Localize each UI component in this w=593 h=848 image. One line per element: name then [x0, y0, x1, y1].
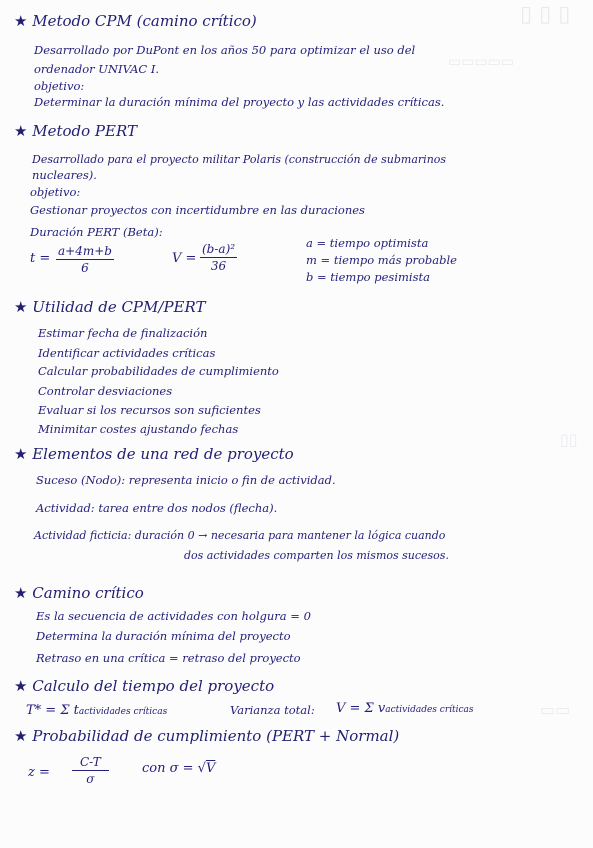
probabilidad-sigma-definition: [142, 762, 215, 775]
section-title: Probabilidad de cumplimiento (PERT + Normal): [32, 727, 400, 745]
star-bullet-icon: ★: [14, 12, 28, 30]
elementos-ficticia: Actividad ficticia: duración 0 → necesaria para mantener la lógica cuando: [34, 529, 446, 542]
utilidad-list-item: Estimar fecha de finalización: [38, 326, 208, 340]
utilidad-list-item: Controlar desviaciones: [38, 384, 173, 398]
section-elementos-heading: [14, 447, 294, 462]
bleed-through-mark: ▭▭▭▭▭: [448, 54, 515, 70]
elementos-ficticia-continuation: dos actividades comparten los mismos sucesos.: [184, 549, 449, 562]
pert-t-fraction: [56, 245, 114, 274]
section-title: Elementos de una red de proyecto: [32, 445, 294, 463]
pert-legend-a: a = tiempo optimista: [306, 236, 429, 250]
bleed-through-mark: ▭▭: [540, 700, 571, 719]
star-bullet-icon: ★: [14, 445, 28, 463]
section-pert-heading: [14, 124, 137, 139]
probabilidad-z-lhs: z =: [28, 765, 50, 780]
section-cpm-heading: [14, 14, 257, 29]
section-title: Metodo PERT: [32, 122, 138, 140]
calculo-t-formula: [26, 704, 167, 717]
section-utilidad-heading: [14, 300, 206, 315]
section-title: Metodo CPM (camino crítico): [32, 12, 257, 30]
probabilidad-z-denominator: σ: [86, 772, 95, 786]
pert-legend-b: b = tiempo pesimista: [306, 270, 430, 284]
calculo-v-formula: [336, 702, 474, 715]
pert-beta-label: Duración PERT (Beta):: [30, 225, 163, 239]
star-bullet-icon: ★: [14, 122, 28, 140]
camino-list-item: Es la secuencia de actividades con holgura = 0: [36, 609, 311, 623]
calculo-varianza-label: Varianza total:: [230, 703, 315, 717]
cpm-objective-text: Determinar la duración mínima del proyecto y las actividades críticas.: [34, 95, 445, 109]
pert-t-denominator: 6: [81, 261, 89, 275]
pert-v-formula-lhs: V =: [172, 251, 197, 266]
calculo-t-subscript: actividades críticas: [78, 707, 168, 717]
pert-objective-text: Gestionar proyectos con incertidumbre en las duraciones: [30, 203, 365, 217]
star-bullet-icon: ★: [14, 584, 28, 602]
pert-v-denominator: 36: [210, 259, 227, 273]
utilidad-list-item: Minimitar costes ajustando fechas: [38, 422, 239, 436]
camino-list-item: Retraso en una crítica = retraso del proyecto: [36, 651, 301, 665]
pert-objective-label: objetivo:: [30, 185, 81, 199]
pert-description-line: nucleares).: [32, 168, 97, 182]
cpm-description-line: ordenador UNIVAC I.: [34, 62, 160, 76]
star-bullet-icon: ★: [14, 298, 28, 316]
elementos-actividad: Actividad: tarea entre dos nodos (flecha).: [36, 501, 278, 515]
section-title: Camino crítico: [32, 584, 144, 602]
probabilidad-sqrt-argument: V: [205, 761, 216, 776]
utilidad-list-item: Calcular probabilidades de cumplimiento: [38, 364, 279, 378]
cpm-objective-label: objetivo:: [34, 79, 85, 93]
calculo-t-expression: T* = Σ t: [26, 703, 79, 718]
probabilidad-con-text: con σ = √: [142, 761, 206, 776]
utilidad-list-item: Evaluar si los recursos son suficientes: [38, 403, 261, 417]
calculo-v-subscript: actividades críticas: [385, 705, 474, 715]
pert-v-numerator: (b-a)²: [202, 242, 236, 256]
pert-legend-m: m = tiempo más probable: [306, 253, 457, 267]
cpm-description-line: Desarrollado por DuPont en los años 50 para optimizar el uso del: [34, 43, 416, 57]
utilidad-list-item: Identificar actividades críticas: [38, 346, 216, 360]
star-bullet-icon: ★: [14, 727, 28, 745]
probabilidad-z-fraction: [72, 756, 109, 785]
calculo-v-expression: V = Σ v: [336, 701, 386, 716]
elementos-suceso: Suceso (Nodo): representa inicio o fin de actividad.: [36, 473, 336, 487]
star-bullet-icon: ★: [14, 677, 28, 695]
pert-t-numerator: a+4m+b: [58, 244, 112, 258]
pert-t-formula-lhs: t =: [30, 251, 51, 266]
section-calculo-heading: [14, 679, 274, 694]
bleed-through-mark: ▯ ▯ ▯: [520, 2, 571, 27]
camino-list-item: Determina la duración mínima del proyecto: [36, 629, 291, 643]
probabilidad-z-numerator: C-T: [72, 756, 109, 771]
pert-description-line: Desarrollado para el proyecto militar Polaris (construcción de submarinos: [32, 153, 447, 166]
section-title: Calculo del tiempo del proyecto: [32, 677, 275, 695]
section-probabilidad-heading: [14, 729, 399, 744]
section-camino-heading: [14, 586, 144, 601]
bleed-through-mark: ▯▯: [560, 430, 578, 449]
section-title: Utilidad de CPM/PERT: [32, 298, 206, 316]
pert-v-fraction: [200, 243, 237, 272]
